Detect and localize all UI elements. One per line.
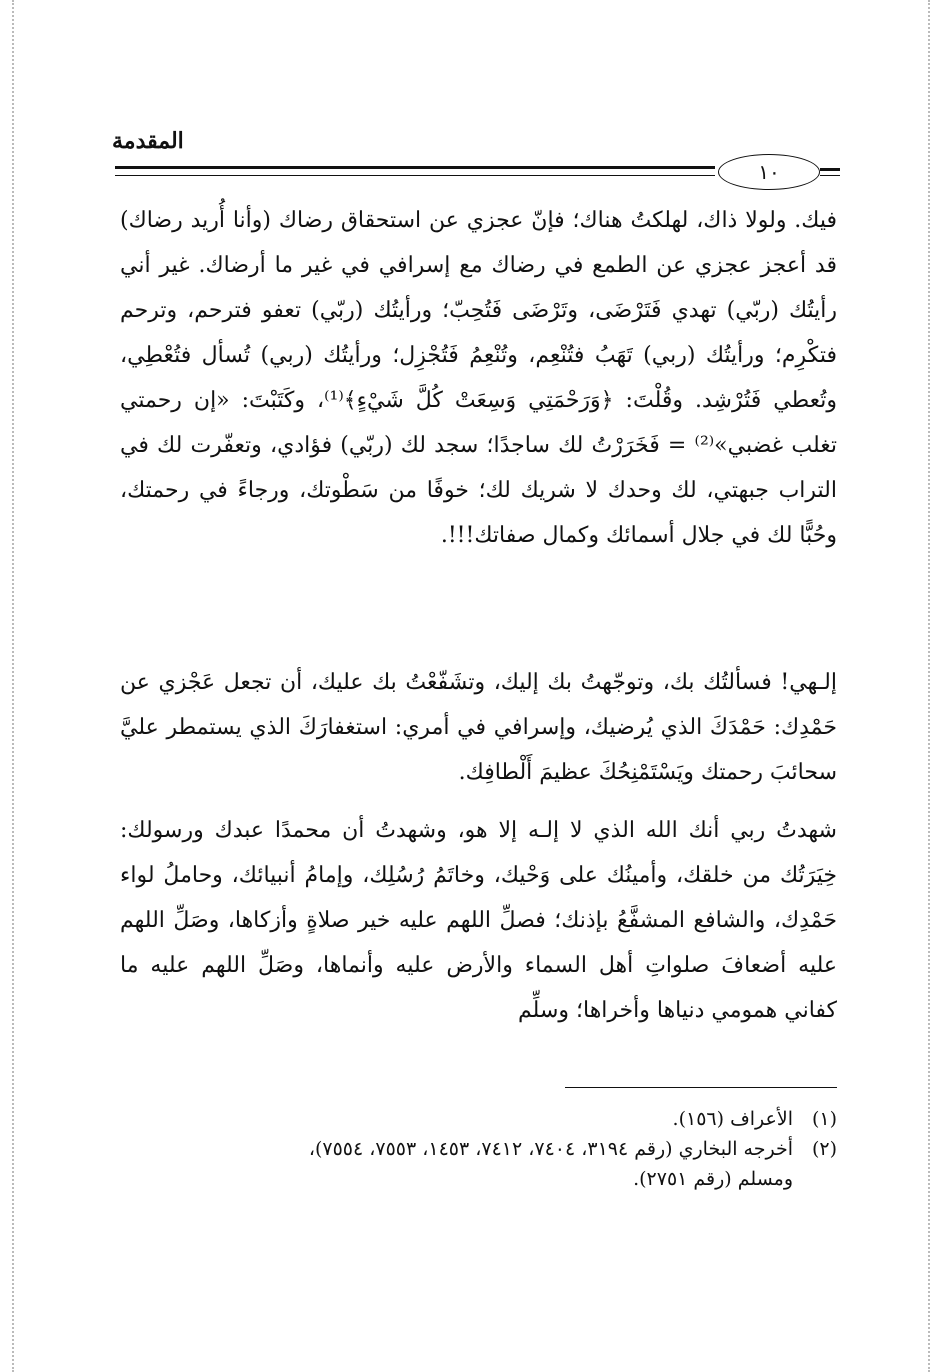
footnote-1-text: الأعراف (١٥٦). <box>672 1108 793 1130</box>
header-rule-thin <box>115 175 715 176</box>
paragraph-3 <box>120 808 837 1033</box>
footnotes <box>120 1104 837 1194</box>
footnote-2 <box>120 1134 837 1164</box>
footnote-2-continuation: ومسلم (رقم ٢٧٥١). <box>633 1168 793 1190</box>
footnote-1-number: (١) <box>811 1108 837 1130</box>
header-rule-right-thick <box>820 168 840 171</box>
section-title: المقدمة <box>112 128 184 154</box>
paragraph-2 <box>120 660 837 795</box>
scan-edge-left <box>12 0 14 1372</box>
paragraph-2-text: إلـهي! فسألتُك بك، وتوجّهتُ بك إليك، وتشَفّعْتُ بك عليك، أن تجعل عَجْزي عن حَمْدِك: حَمْدَكَ الذي يُرضيك، وإسرافي في أمري: استغفارَكَ الذي يستمطر عليَّ سحائبَ رحمتك ويَسْتَمْنِحُكَ عظيمَ أَلْطافِك. <box>120 670 837 785</box>
scan-edge-right <box>928 0 930 1372</box>
header-rule-right-thin <box>820 175 840 176</box>
footnote-1 <box>120 1104 837 1134</box>
paragraph-1 <box>120 198 837 558</box>
footnote-2-number: (٢) <box>811 1138 837 1160</box>
footnote-separator <box>565 1087 837 1088</box>
page-number: ١٠ <box>718 154 820 190</box>
paragraph-3-text: شهدتُ ربي أنك الله الذي لا إلـه إلا هو، وشهدتُ أن محمدًا عبدك ورسولك: خِيَرَتُك من خلقك، وأمينُك على وَحْيك، وخاتَمُ رُسُلِك، وإمامُ أنبيائك، وحاملُ لواء حَمْدِك، والشافع المشفَّعُ بإذنك؛ فصلِّ اللهم عليه خير صلاةٍ وأزكاها، وصَلِّ اللهم عليه أضعافَ صلواتِ أهل السماء والأرض عليه وأنماها، وصَلِّ اللهم عليه ما كفاني همومي دنياها وأخراها؛ وسلِّم <box>120 818 837 1023</box>
paragraph-1-text: فيك. ولولا ذاك، لهلكتُ هناك؛ فإنّ عجزي عن استحقاق رضاك (وأنا أُريد رضاك) قد أعجز عجزي عن الطمع في رضاك مع إسرافي في غير ما أرضاك. غير أني رأيتُك (ربّي) تهدي فَتَرْضَى، وتَرْضَى فَتُحِبّ؛ ورأيتُك (ربّي) تعفو فترحم، وترحم فتكْرِم؛ ورأيتُك (ربي) تَهَبُ فتُنْعِم، وتُنْعِمُ فَتُجْزِل؛ ورأيتُك (ربي) تُسأل فتُعْطِي، وتُعطي فَتُرْشِد. وقُلْتَ: ﴿وَرَحْمَتِي وَسِعَتْ كُلَّ شَيْءٍ﴾⁽¹⁾، وكَتَبْتَ: «إن رحمتي تغلب غضبي»⁽²⁾ = فَخَرَرْتُ لك ساجدًا؛ سجد لك (ربّي) فؤادي، وتعفّرت لك في التراب جبهتي، لك وحدك لا شريك لك؛ خوفًا من سَطْوتك، ورجاءً في رحمتك، وحُبًّا لك في جلال أسمائك وكمال صفاتك!!!. <box>120 208 837 548</box>
header-rule-thick <box>115 166 715 169</box>
footnote-2-text: أخرجه البخاري (رقم ٣١٩٤، ٧٤٠٤، ٧٤١٢، ١٤٥٣، ٧٥٥٣، ٧٥٥٤)، <box>308 1138 793 1160</box>
